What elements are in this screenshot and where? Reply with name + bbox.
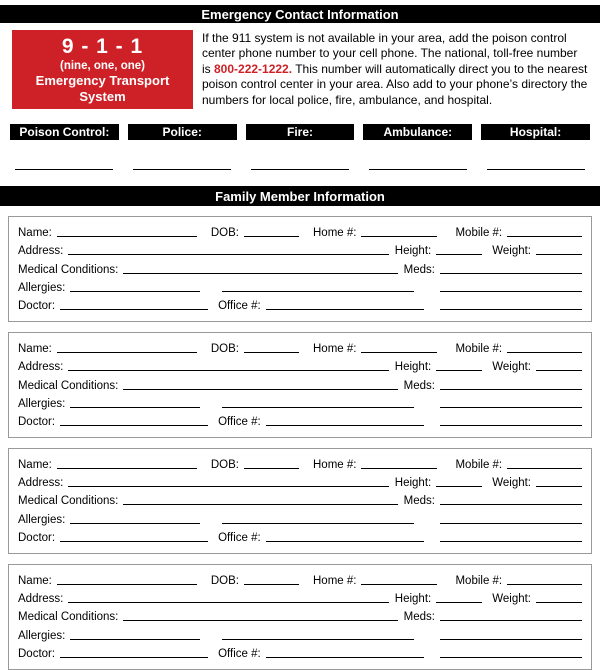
- weight-blank[interactable]: [536, 486, 582, 487]
- home-number-blank[interactable]: [361, 236, 437, 237]
- weight-label: Weight:: [492, 477, 531, 490]
- dob-blank[interactable]: [244, 352, 299, 353]
- hospital-blank-cell: [481, 169, 590, 170]
- contact-blank-row: [10, 169, 590, 170]
- doctor-blank[interactable]: [60, 425, 208, 426]
- intro-paragraph: [202, 30, 588, 109]
- medical-conditions-label: Medical Conditions:: [18, 379, 119, 392]
- emergency-contact-header-bar: [0, 5, 600, 23]
- member-row-allergies: [18, 277, 582, 295]
- weight-label: Weight:: [492, 245, 531, 258]
- poison-control-label: Poison Control:: [19, 125, 110, 139]
- office-number-blank[interactable]: [266, 657, 424, 658]
- member-row-allergies: [18, 508, 582, 526]
- member-row-address: [18, 356, 582, 374]
- member-row-name: [18, 222, 582, 240]
- meds-continuation-blank-1[interactable]: [440, 523, 582, 524]
- member-row-doctor: [18, 643, 582, 661]
- contact-label-row: [10, 124, 590, 140]
- family-member-box: [8, 216, 592, 322]
- address-label: Address:: [18, 477, 64, 490]
- mobile-number-blank[interactable]: [507, 468, 582, 469]
- member-row-medical: [18, 490, 582, 508]
- meds-continuation-blank-2[interactable]: [440, 425, 582, 426]
- police-label-bar: [128, 124, 237, 140]
- meds-continuation-blank-2[interactable]: [440, 657, 582, 658]
- allergies-continuation-blank[interactable]: [222, 639, 414, 640]
- member-row-address: [18, 240, 582, 258]
- hospital-label: Hospital:: [509, 125, 562, 139]
- home-number-label: Home #:: [313, 227, 357, 240]
- allergies-blank[interactable]: [70, 639, 200, 640]
- 911-pronunciation: (nine, one, one): [60, 60, 145, 72]
- meds-continuation-blank-1[interactable]: [440, 639, 582, 640]
- address-blank[interactable]: [68, 370, 388, 371]
- poison-control-blank-cell: [10, 169, 119, 170]
- allergies-continuation-blank[interactable]: [222, 291, 414, 292]
- member-row-medical: [18, 606, 582, 624]
- meds-continuation-blank-1[interactable]: [440, 407, 582, 408]
- poison-control-label-bar: [10, 124, 119, 140]
- fire-blank-cell: [246, 169, 355, 170]
- mobile-number-label: Mobile #:: [455, 575, 503, 587]
- address-label: Address:: [18, 361, 64, 374]
- member-row-name: [18, 338, 582, 356]
- member-row-name: [18, 454, 582, 472]
- doctor-blank[interactable]: [60, 541, 208, 542]
- office-number-label: Office #:: [218, 415, 261, 428]
- mobile-number-label: Mobile #:: [455, 459, 503, 472]
- name-label: Name:: [18, 575, 52, 587]
- member-row-address: [18, 472, 582, 490]
- mobile-number-blank[interactable]: [507, 236, 582, 237]
- intro-section: [12, 30, 588, 109]
- member-row-address: [18, 588, 582, 606]
- family-member-box: [8, 332, 592, 438]
- home-number-label: Home #:: [313, 459, 357, 472]
- fire-label-bar: [246, 124, 355, 140]
- emergency-contact-title: Emergency Contact Information: [201, 6, 399, 22]
- name-blank[interactable]: [57, 584, 197, 585]
- family-member-list: [0, 216, 600, 670]
- ambulance-blank[interactable]: [369, 169, 467, 170]
- member-row-allergies: [18, 624, 582, 642]
- home-number-blank[interactable]: [361, 584, 437, 585]
- poison-control-phone-number: 800-222-1222.: [214, 61, 293, 76]
- home-number-label: Home #:: [313, 575, 357, 587]
- ambulance-label-bar: [363, 124, 472, 140]
- office-number-label: Office #:: [218, 647, 261, 660]
- dob-blank[interactable]: [244, 468, 299, 469]
- 911-number: 9 - 1 - 1: [61, 35, 144, 58]
- mobile-number-label: Mobile #:: [455, 343, 503, 356]
- family-member-title: Family Member Information: [215, 188, 385, 204]
- dob-label: DOB:: [210, 459, 239, 472]
- allergies-label: Allergies:: [18, 281, 66, 294]
- weight-label: Weight:: [492, 593, 531, 606]
- height-blank[interactable]: [436, 486, 482, 487]
- name-label: Name:: [18, 343, 52, 356]
- allergies-label: Allergies:: [18, 513, 66, 526]
- doctor-label: Doctor:: [18, 531, 56, 544]
- ambulance-label: Ambulance:: [383, 125, 453, 139]
- member-row-doctor: [18, 411, 582, 429]
- home-number-blank[interactable]: [361, 468, 437, 469]
- hospital-label-bar: [481, 124, 590, 140]
- doctor-blank[interactable]: [60, 657, 208, 658]
- meds-continuation-blank-2[interactable]: [440, 309, 582, 310]
- intro-text-before: If the 911 system is not available in your area, add the poison control center phone number to your cell phone. The national, toll-free number is: [202, 31, 578, 76]
- meds-blank[interactable]: [440, 273, 582, 274]
- police-blank-cell: [128, 169, 237, 170]
- 911-callout: [12, 30, 193, 109]
- medical-conditions-label: Medical Conditions:: [18, 263, 119, 276]
- dob-label: DOB:: [210, 227, 239, 240]
- meds-label: Meds:: [403, 611, 435, 624]
- height-label: Height:: [394, 361, 432, 374]
- fire-blank[interactable]: [251, 169, 349, 170]
- doctor-label: Doctor:: [18, 647, 56, 660]
- medical-conditions-blank[interactable]: [123, 504, 397, 505]
- dob-blank[interactable]: [244, 584, 299, 585]
- mobile-number-blank[interactable]: [507, 584, 582, 585]
- dob-blank[interactable]: [244, 236, 299, 237]
- 911-transport-label: Emergency Transport System: [35, 73, 170, 104]
- police-label: Police:: [162, 125, 202, 139]
- meds-blank[interactable]: [440, 504, 582, 505]
- doctor-label: Doctor:: [18, 415, 56, 428]
- weight-blank[interactable]: [536, 370, 582, 371]
- mobile-number-label: Mobile #:: [455, 227, 503, 240]
- address-label: Address:: [18, 593, 64, 606]
- family-member-header-bar: [0, 186, 600, 206]
- police-blank[interactable]: [133, 169, 231, 170]
- office-number-label: Office #:: [218, 531, 261, 544]
- medical-conditions-blank[interactable]: [123, 273, 397, 274]
- height-blank[interactable]: [436, 602, 482, 603]
- medical-conditions-label: Medical Conditions:: [18, 495, 119, 508]
- name-blank[interactable]: [57, 236, 197, 237]
- meds-continuation-blank-1[interactable]: [440, 291, 582, 292]
- weight-blank[interactable]: [536, 602, 582, 603]
- poison-control-blank[interactable]: [15, 169, 113, 170]
- height-blank[interactable]: [436, 254, 482, 255]
- member-row-medical: [18, 258, 582, 276]
- allergies-label: Allergies:: [18, 397, 66, 410]
- dob-label: DOB:: [210, 575, 239, 587]
- doctor-blank[interactable]: [60, 309, 208, 310]
- office-number-blank[interactable]: [266, 541, 424, 542]
- address-blank[interactable]: [68, 602, 388, 603]
- meds-blank[interactable]: [440, 620, 582, 621]
- allergies-label: Allergies:: [18, 629, 66, 642]
- meds-label: Meds:: [403, 263, 435, 276]
- member-row-name: [18, 570, 582, 588]
- allergies-continuation-blank[interactable]: [222, 407, 414, 408]
- height-label: Height:: [394, 245, 432, 258]
- family-member-box: [8, 564, 592, 670]
- weight-label: Weight:: [492, 361, 531, 374]
- height-label: Height:: [394, 477, 432, 490]
- office-number-blank[interactable]: [266, 309, 424, 310]
- office-number-blank[interactable]: [266, 425, 424, 426]
- weight-blank[interactable]: [536, 254, 582, 255]
- dob-label: DOB:: [210, 343, 239, 356]
- doctor-label: Doctor:: [18, 299, 56, 312]
- fire-label: Fire:: [286, 125, 313, 139]
- member-row-medical: [18, 374, 582, 392]
- allergies-continuation-blank[interactable]: [222, 523, 414, 524]
- address-blank[interactable]: [68, 254, 388, 255]
- meds-blank[interactable]: [440, 389, 582, 390]
- medical-conditions-blank[interactable]: [123, 389, 397, 390]
- home-number-label: Home #:: [313, 343, 357, 356]
- height-blank[interactable]: [436, 370, 482, 371]
- meds-label: Meds:: [403, 495, 435, 508]
- hospital-blank[interactable]: [487, 169, 585, 170]
- home-number-blank[interactable]: [361, 352, 437, 353]
- name-blank[interactable]: [57, 352, 197, 353]
- ambulance-blank-cell: [363, 169, 472, 170]
- family-member-box: [8, 448, 592, 554]
- address-label: Address:: [18, 245, 64, 258]
- meds-label: Meds:: [403, 379, 435, 392]
- member-row-allergies: [18, 393, 582, 411]
- name-label: Name:: [18, 459, 52, 472]
- mobile-number-blank[interactable]: [507, 352, 582, 353]
- medical-conditions-label: Medical Conditions:: [18, 611, 119, 624]
- allergies-blank[interactable]: [70, 407, 200, 408]
- office-number-label: Office #:: [218, 299, 261, 312]
- member-row-doctor: [18, 527, 582, 545]
- member-row-doctor: [18, 295, 582, 313]
- meds-continuation-blank-2[interactable]: [440, 541, 582, 542]
- allergies-blank[interactable]: [70, 291, 200, 292]
- medical-conditions-blank[interactable]: [123, 620, 397, 621]
- address-blank[interactable]: [68, 486, 388, 487]
- height-label: Height:: [394, 593, 432, 606]
- intro-text-after: This number will automatically direct you to the nearest poison control center in your area. Also add to your phone’s directory the numbers for local police, fire, ambulance, and hospital.: [202, 61, 588, 107]
- name-blank[interactable]: [57, 468, 197, 469]
- allergies-blank[interactable]: [70, 523, 200, 524]
- name-label: Name:: [18, 227, 52, 240]
